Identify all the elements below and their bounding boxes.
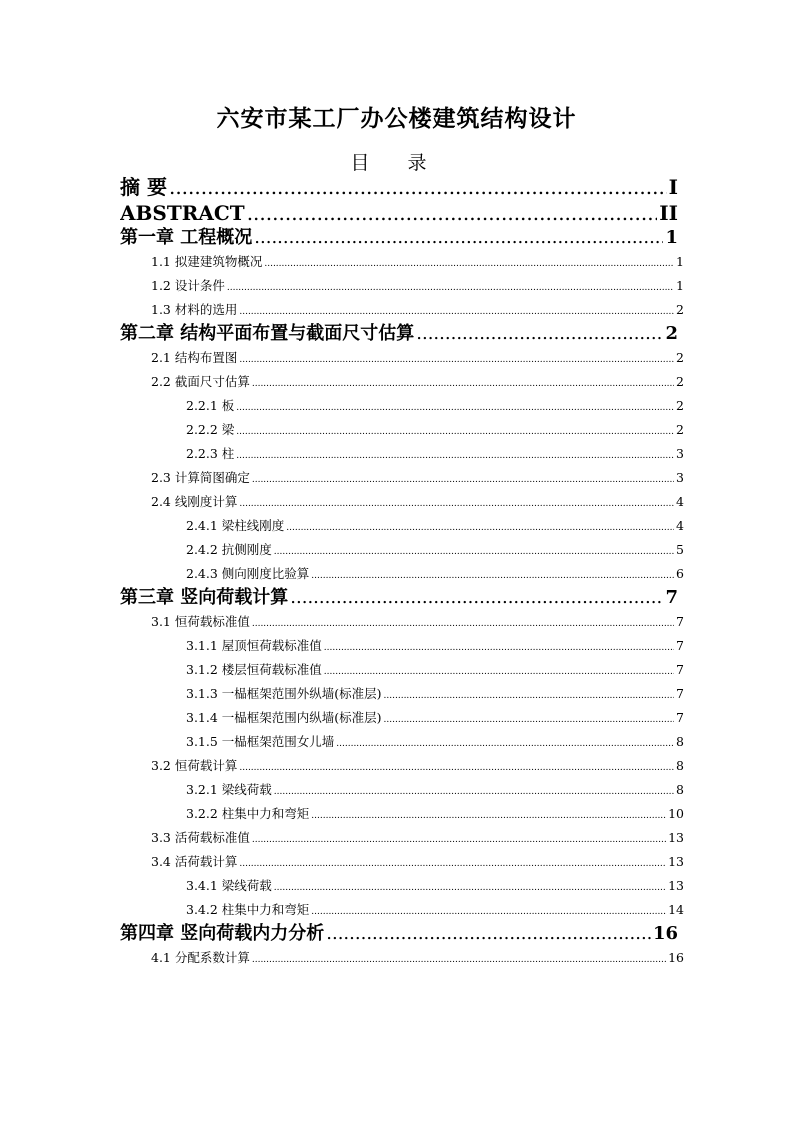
toc-entry-label: 2.2.1 板 — [186, 398, 235, 413]
toc-leader-dots — [252, 828, 666, 850]
toc-entry-label: 3.1 恒荷载标准值 — [151, 614, 250, 629]
toc-leader-dots — [252, 372, 674, 394]
toc-leader-dots — [254, 226, 663, 250]
toc-entry-label: 3.4.2 柱集中力和弯矩 — [186, 902, 310, 917]
toc-entry[interactable] — [120, 174, 678, 200]
toc-page-number: 8 — [676, 782, 684, 797]
toc-leader-dots — [336, 732, 674, 754]
toc-leader-dots — [384, 708, 675, 730]
toc-page-number: 16 — [668, 950, 684, 965]
toc-entry-label: 2.4.2 抗侧刚度 — [186, 542, 272, 557]
toc-entry-label: 3.2.1 梁线荷载 — [186, 782, 272, 797]
toc-leader-dots — [252, 612, 674, 634]
toc-entry[interactable] — [186, 538, 684, 562]
toc-leader-dots — [236, 396, 674, 418]
toc-entry[interactable] — [151, 274, 684, 298]
toc-page-number: 8 — [676, 758, 684, 773]
toc-entry[interactable] — [186, 778, 684, 802]
toc-page-number: 7 — [676, 662, 684, 677]
toc-page-number: 10 — [668, 806, 684, 821]
toc-leader-dots — [416, 322, 663, 346]
toc-entry-label: 3.2 恒荷载计算 — [151, 758, 238, 773]
toc-leader-dots — [227, 276, 674, 298]
toc-entry[interactable] — [120, 922, 678, 946]
toc-leader-dots — [247, 200, 658, 226]
toc-entry[interactable] — [151, 850, 684, 874]
toc-leader-dots — [236, 444, 674, 466]
toc-page-number: 1 — [676, 278, 684, 293]
toc-leader-dots — [326, 922, 651, 946]
toc-leader-dots — [324, 660, 674, 682]
toc-page-number: 6 — [676, 566, 684, 581]
toc-entry[interactable] — [186, 898, 684, 922]
toc-entry-label: 2.2.3 柱 — [186, 446, 235, 461]
toc-entry[interactable] — [120, 586, 678, 610]
toc-entry-label: 3.1.5 一榀框架范围女儿墙 — [186, 734, 335, 749]
toc-entry[interactable] — [186, 802, 684, 826]
toc-leader-dots — [324, 636, 674, 658]
toc-entry[interactable] — [151, 946, 684, 970]
toc-page-number: 7 — [676, 614, 684, 629]
toc-page-number: 7 — [676, 638, 684, 653]
toc-leader-dots — [252, 948, 666, 970]
toc-entry[interactable] — [186, 658, 684, 682]
toc-entry-label: 2.4 线刚度计算 — [151, 494, 238, 509]
toc-entry[interactable] — [151, 826, 684, 850]
toc-page-number: 13 — [668, 830, 684, 845]
toc-entry-label: 2.4.3 侧向刚度比验算 — [186, 566, 310, 581]
toc-entry-label: 3.3 活荷载标准值 — [151, 830, 250, 845]
toc-entry[interactable] — [151, 370, 684, 394]
toc-leader-dots — [274, 876, 666, 898]
toc-leader-dots — [274, 780, 674, 802]
toc-entry-label: 3.2.2 柱集中力和弯矩 — [186, 806, 310, 821]
toc-entry-label: 第一章 工程概况 — [120, 227, 253, 248]
toc-page-number: 2 — [676, 374, 684, 389]
toc-entry-label: 3.4.1 梁线荷载 — [186, 878, 272, 893]
toc-page-number: 2 — [665, 323, 678, 344]
toc-entry[interactable] — [151, 346, 684, 370]
toc-entry-label: 第二章 结构平面布置与截面尺寸估算 — [120, 323, 415, 344]
toc-entry-label: 1.3 材料的选用 — [151, 302, 238, 317]
toc-page-number: 2 — [676, 302, 684, 317]
toc-leader-dots — [239, 300, 674, 322]
toc-page-number: 2 — [676, 350, 684, 365]
toc-leader-dots — [290, 586, 663, 610]
toc-entry[interactable] — [186, 634, 684, 658]
toc-entry-label: 3.4 活荷载计算 — [151, 854, 238, 869]
document-title: 六安市某工厂办公楼建筑结构设计 — [216, 105, 577, 132]
toc-entry[interactable] — [120, 200, 678, 226]
toc-entry[interactable] — [151, 466, 684, 490]
toc-leader-dots — [239, 852, 666, 874]
toc-page-number: 7 — [676, 710, 684, 725]
toc-page-number: II — [659, 201, 678, 225]
toc-page-number: I — [668, 175, 678, 199]
toc-page-number: 1 — [676, 254, 684, 269]
toc-page-number: 4 — [676, 518, 684, 533]
toc-entry[interactable] — [186, 730, 684, 754]
toc-page-number: 3 — [676, 470, 684, 485]
toc-entry[interactable] — [151, 490, 684, 514]
toc-entry-label: 3.1.3 一榀框架范围外纵墙(标准层) — [186, 686, 382, 701]
toc-entry[interactable] — [186, 706, 684, 730]
toc-entry-label: 1.1 拟建建筑物概况 — [151, 254, 263, 269]
toc-page-number: 1 — [665, 227, 678, 248]
toc-leader-dots — [252, 468, 674, 490]
table-of-contents — [0, 174, 793, 970]
toc-leader-dots — [239, 348, 674, 370]
toc-entry-label: 2.3 计算简图确定 — [151, 470, 250, 485]
toc-entry-label: ABSTRACT — [120, 201, 245, 225]
toc-entry[interactable] — [151, 298, 684, 322]
toc-page-number: 4 — [676, 494, 684, 509]
toc-page-number: 2 — [676, 398, 684, 413]
toc-entry[interactable] — [186, 442, 684, 466]
toc-page-number: 13 — [668, 878, 684, 893]
toc-entry-label: 2.1 结构布置图 — [151, 350, 238, 365]
toc-entry[interactable] — [151, 610, 684, 634]
toc-entry[interactable] — [186, 514, 684, 538]
toc-entry[interactable] — [186, 394, 684, 418]
toc-entry[interactable] — [186, 874, 684, 898]
toc-leader-dots — [286, 516, 674, 538]
toc-entry-label: 3.1.1 屋顶恒荷载标准值 — [186, 638, 322, 653]
toc-entry-label: 2.4.1 梁柱线刚度 — [186, 518, 285, 533]
toc-heading: 目 录 — [350, 152, 443, 174]
toc-page-number: 14 — [668, 902, 684, 917]
toc-leader-dots — [239, 756, 674, 778]
toc-page-number: 8 — [676, 734, 684, 749]
toc-leader-dots — [384, 684, 675, 706]
toc-entry-label: 3.1.4 一榀框架范围内纵墙(标准层) — [186, 710, 382, 725]
toc-entry[interactable] — [120, 226, 678, 250]
toc-leader-dots — [264, 252, 674, 274]
toc-entry[interactable] — [186, 562, 684, 586]
toc-page-number: 16 — [652, 923, 678, 944]
toc-page-number: 7 — [676, 686, 684, 701]
toc-entry-label: 2.2 截面尺寸估算 — [151, 374, 250, 389]
toc-page-number: 5 — [676, 542, 684, 557]
toc-entry-label: 第四章 竖向荷载内力分析 — [120, 923, 325, 944]
toc-leader-dots — [169, 174, 667, 200]
toc-entry[interactable] — [186, 418, 684, 442]
toc-entry-label: 摘 要 — [120, 175, 167, 199]
toc-page-number: 13 — [668, 854, 684, 869]
toc-leader-dots — [236, 420, 674, 442]
toc-entry-label: 1.2 设计条件 — [151, 278, 225, 293]
toc-entry-label: 4.1 分配系数计算 — [151, 950, 250, 965]
toc-entry-label: 第三章 竖向荷载计算 — [120, 587, 289, 608]
toc-page-number: 7 — [665, 587, 678, 608]
toc-entry-label: 2.2.2 梁 — [186, 422, 235, 437]
toc-page-number: 3 — [676, 446, 684, 461]
toc-leader-dots — [274, 540, 674, 562]
toc-leader-dots — [311, 564, 674, 586]
toc-leader-dots — [239, 492, 674, 514]
toc-entry[interactable] — [151, 250, 684, 274]
toc-entry[interactable] — [186, 682, 684, 706]
toc-page-number: 2 — [676, 422, 684, 437]
toc-entry-label: 3.1.2 楼层恒荷载标准值 — [186, 662, 322, 677]
toc-leader-dots — [311, 804, 666, 826]
toc-leader-dots — [311, 900, 666, 922]
toc-entry[interactable] — [151, 754, 684, 778]
toc-entry[interactable] — [120, 322, 678, 346]
